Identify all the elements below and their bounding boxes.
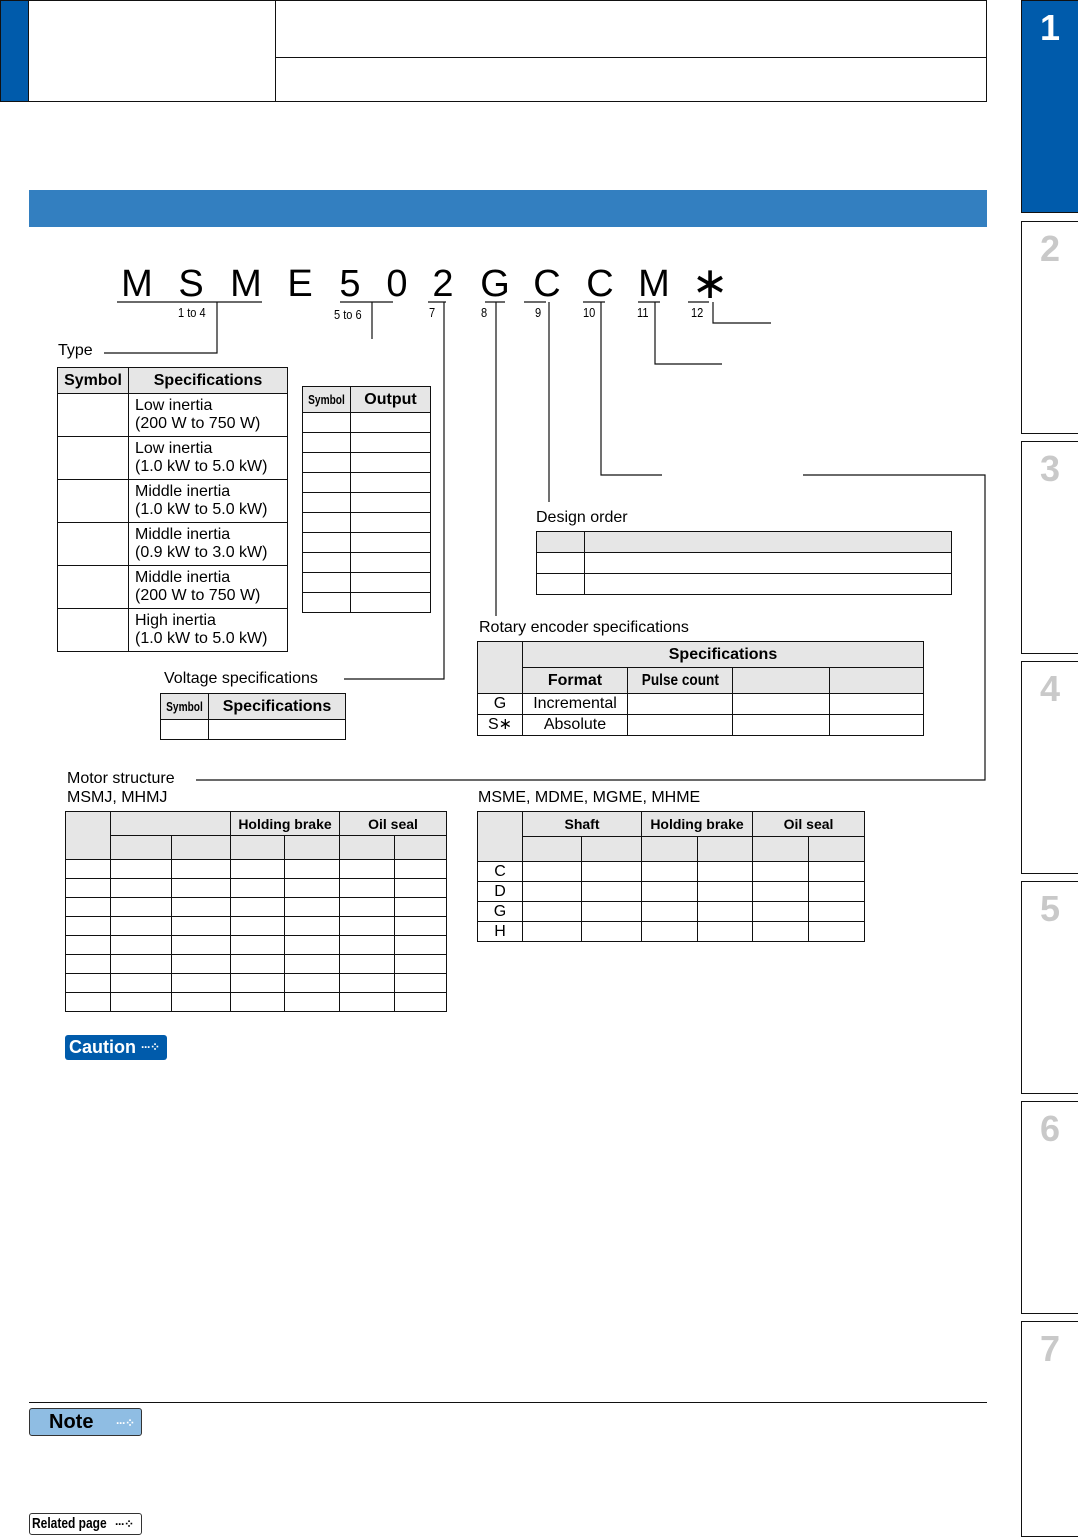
left-table-cell bbox=[395, 974, 447, 993]
type-symbol bbox=[58, 394, 129, 437]
left-table-cell bbox=[111, 917, 172, 936]
type-spec-line2: (1.0 kW to 5.0 kW) bbox=[135, 501, 268, 518]
code-char-7: 2 bbox=[432, 263, 454, 305]
left-header-symbol bbox=[66, 812, 111, 860]
right-subheader bbox=[809, 837, 865, 862]
encoder-format: Absolute bbox=[523, 715, 628, 736]
left-table-cell bbox=[111, 936, 172, 955]
output-cell bbox=[303, 513, 351, 533]
type-spec-line1: Middle inertia bbox=[135, 526, 231, 543]
left-table-cell bbox=[395, 936, 447, 955]
type-header-spec: Specifications bbox=[129, 368, 288, 394]
left-subheader bbox=[172, 836, 231, 860]
encoder-symbol: G bbox=[478, 694, 523, 715]
type-symbol bbox=[58, 609, 129, 652]
output-cell bbox=[303, 573, 351, 593]
type-spec bbox=[129, 437, 288, 480]
encoder-format: Incremental bbox=[523, 694, 628, 715]
right-table-cell bbox=[582, 882, 642, 902]
design-order-cell bbox=[585, 553, 952, 574]
output-cell bbox=[303, 453, 351, 473]
left-table-cell bbox=[66, 879, 111, 898]
code-char-1: M bbox=[121, 263, 153, 305]
output-cell bbox=[350, 473, 430, 493]
code-char-8: G bbox=[480, 263, 510, 305]
pos-label-1-4: 1 to 4 bbox=[178, 305, 206, 320]
related-page-badge[interactable] bbox=[29, 1513, 142, 1535]
type-spec-line1: High inertia bbox=[135, 612, 216, 629]
left-table-cell bbox=[285, 898, 340, 917]
output-cell bbox=[350, 573, 430, 593]
side-tab-1[interactable]: 1 bbox=[1021, 0, 1078, 213]
right-table-cell bbox=[523, 882, 582, 902]
design-order-cell bbox=[585, 574, 952, 595]
motor-structure-label: Motor structure bbox=[67, 770, 175, 787]
left-table-cell bbox=[231, 917, 285, 936]
left-table-cell bbox=[231, 936, 285, 955]
left-table-cell bbox=[285, 917, 340, 936]
right-header-oil-seal: Oil seal bbox=[753, 812, 865, 837]
left-table-cell bbox=[66, 955, 111, 974]
type-spec-line2: (1.0 kW to 5.0 kW) bbox=[135, 458, 268, 475]
left-table-row bbox=[66, 993, 447, 1012]
output-row bbox=[303, 453, 431, 473]
output-cell bbox=[303, 593, 351, 613]
left-table-row bbox=[66, 974, 447, 993]
right-subheader bbox=[698, 837, 753, 862]
type-spec-line1: Low inertia bbox=[135, 440, 213, 457]
output-header-symbol: Symbol bbox=[303, 387, 351, 413]
code-char-3: M bbox=[230, 263, 262, 305]
left-table-cell bbox=[231, 898, 285, 917]
type-symbol bbox=[58, 480, 129, 523]
encoder-cell bbox=[830, 715, 924, 736]
left-table-cell bbox=[172, 860, 231, 879]
output-row bbox=[303, 573, 431, 593]
left-table-cell bbox=[340, 898, 395, 917]
type-symbol bbox=[58, 566, 129, 609]
left-table-cell bbox=[172, 917, 231, 936]
right-table-symbol: G bbox=[478, 902, 523, 922]
left-table-cell bbox=[172, 936, 231, 955]
motor-structure-left-table bbox=[65, 811, 447, 1012]
right-table-cell bbox=[642, 862, 698, 882]
caution-label: Caution bbox=[69, 1037, 136, 1057]
left-table-row bbox=[66, 860, 447, 879]
output-row bbox=[303, 513, 431, 533]
right-subheader bbox=[523, 837, 582, 862]
type-spec-line2: (0.9 kW to 3.0 kW) bbox=[135, 544, 268, 561]
left-table-row bbox=[66, 879, 447, 898]
output-row bbox=[303, 433, 431, 453]
left-table-cell bbox=[395, 879, 447, 898]
code-char-10: C bbox=[586, 263, 614, 305]
encoder-cell bbox=[830, 694, 924, 715]
voltage-cell bbox=[208, 720, 345, 740]
encoder-symbol: S∗ bbox=[478, 715, 523, 736]
code-char-6: 0 bbox=[386, 263, 408, 305]
left-table-cell bbox=[340, 936, 395, 955]
right-table-cell bbox=[809, 882, 865, 902]
encoder-header-specifications: Specifications bbox=[523, 642, 924, 668]
note-label: Note bbox=[49, 1411, 94, 1433]
left-table-cell bbox=[395, 993, 447, 1012]
left-table-cell bbox=[66, 917, 111, 936]
note-divider bbox=[29, 1402, 987, 1403]
encoder-cell bbox=[628, 715, 733, 736]
left-subheader bbox=[231, 836, 285, 860]
right-table-cell bbox=[642, 882, 698, 902]
left-subheader bbox=[111, 836, 172, 860]
pos-label-12: 12 bbox=[691, 305, 704, 320]
output-row bbox=[303, 593, 431, 613]
left-table-cell bbox=[231, 860, 285, 879]
design-order-header bbox=[537, 532, 585, 553]
output-cell bbox=[350, 593, 430, 613]
output-row bbox=[303, 533, 431, 553]
output-cell bbox=[350, 493, 430, 513]
left-table-cell bbox=[111, 860, 172, 879]
left-table-cell bbox=[395, 917, 447, 936]
design-order-cell bbox=[537, 553, 585, 574]
voltage-header-spec: Specifications bbox=[208, 694, 345, 720]
output-cell bbox=[303, 473, 351, 493]
right-table-row bbox=[478, 862, 865, 882]
right-table-cell bbox=[753, 922, 809, 942]
encoder-header-blank bbox=[830, 668, 924, 694]
caution-badge bbox=[65, 1035, 167, 1060]
output-cell bbox=[350, 433, 430, 453]
type-spec-line1: Low inertia bbox=[135, 397, 213, 414]
pos-label-10: 10 bbox=[583, 305, 596, 320]
output-cell bbox=[303, 533, 351, 553]
right-table-cell bbox=[809, 922, 865, 942]
side-tab-6[interactable]: 6 bbox=[1021, 1101, 1078, 1314]
type-spec bbox=[129, 566, 288, 609]
type-spec-line2: (1.0 kW to 5.0 kW) bbox=[135, 630, 268, 647]
left-table-cell bbox=[66, 974, 111, 993]
voltage-cell bbox=[161, 720, 209, 740]
left-table-cell bbox=[395, 898, 447, 917]
left-table-cell bbox=[111, 955, 172, 974]
left-header-group1 bbox=[111, 812, 231, 836]
encoder-cell bbox=[628, 694, 733, 715]
output-row bbox=[303, 473, 431, 493]
right-table-cell bbox=[809, 862, 865, 882]
left-table-cell bbox=[340, 860, 395, 879]
related-page-label: Related page bbox=[32, 1515, 107, 1532]
left-table-cell bbox=[285, 936, 340, 955]
right-table-cell bbox=[698, 862, 753, 882]
left-table-cell bbox=[66, 936, 111, 955]
left-table-cell bbox=[111, 898, 172, 917]
right-table-cell bbox=[753, 882, 809, 902]
right-table-cell bbox=[523, 922, 582, 942]
right-table-symbol: H bbox=[478, 922, 523, 942]
left-table-cell bbox=[395, 860, 447, 879]
right-header-symbol bbox=[478, 812, 523, 862]
voltage-header-symbol: Symbol bbox=[161, 694, 209, 720]
left-table-cell bbox=[340, 993, 395, 1012]
left-table-cell bbox=[172, 993, 231, 1012]
right-table-cell bbox=[642, 902, 698, 922]
side-tab-3[interactable]: 3 bbox=[1021, 441, 1078, 654]
left-table-cell bbox=[111, 993, 172, 1012]
right-table-cell bbox=[698, 902, 753, 922]
type-spec bbox=[129, 523, 288, 566]
left-table-cell bbox=[66, 993, 111, 1012]
dotted-arrow-icon: ···⁘ bbox=[116, 1416, 135, 1430]
code-char-12: ∗ bbox=[691, 259, 729, 308]
right-table-symbol: C bbox=[478, 862, 523, 882]
left-table-cell bbox=[231, 955, 285, 974]
output-row bbox=[303, 493, 431, 513]
pos-label-5-6: 5 to 6 bbox=[334, 307, 362, 322]
encoder-table bbox=[477, 641, 924, 736]
left-table-cell bbox=[340, 917, 395, 936]
left-table-cell bbox=[111, 974, 172, 993]
encoder-cell bbox=[733, 715, 830, 736]
pos-label-8: 8 bbox=[481, 305, 488, 320]
left-table-cell bbox=[231, 974, 285, 993]
left-table-cell bbox=[285, 974, 340, 993]
dotted-arrow-icon: ···⁘ bbox=[115, 1517, 134, 1531]
left-table-cell bbox=[285, 993, 340, 1012]
right-table-cell bbox=[753, 902, 809, 922]
design-order-cell bbox=[537, 574, 585, 595]
left-table-cell bbox=[172, 974, 231, 993]
output-cell bbox=[350, 453, 430, 473]
side-tab-7[interactable]: 7 bbox=[1021, 1321, 1078, 1537]
left-table-cell bbox=[395, 955, 447, 974]
left-table-cell bbox=[340, 974, 395, 993]
right-table-cell bbox=[523, 862, 582, 882]
left-subheader bbox=[340, 836, 395, 860]
output-cell bbox=[350, 553, 430, 573]
output-cell bbox=[350, 513, 430, 533]
left-table-cell bbox=[172, 898, 231, 917]
left-table-row bbox=[66, 917, 447, 936]
right-table-row bbox=[478, 902, 865, 922]
right-table-cell bbox=[582, 922, 642, 942]
design-order-label: Design order bbox=[536, 509, 628, 526]
output-row bbox=[303, 553, 431, 573]
side-tab-2[interactable]: 2 bbox=[1021, 221, 1078, 434]
left-table-cell bbox=[285, 955, 340, 974]
type-spec-line1: Middle inertia bbox=[135, 483, 231, 500]
left-table-cell bbox=[231, 879, 285, 898]
encoder-header-format: Format bbox=[523, 668, 628, 694]
left-subheader bbox=[285, 836, 340, 860]
right-header-shaft: Shaft bbox=[523, 812, 642, 837]
left-table-cell bbox=[231, 993, 285, 1012]
left-table-cell bbox=[172, 955, 231, 974]
code-char-9: C bbox=[533, 263, 561, 305]
left-subheader bbox=[395, 836, 447, 860]
type-header-symbol: Symbol bbox=[58, 368, 129, 394]
type-spec bbox=[129, 480, 288, 523]
motor-structure-right-table bbox=[477, 811, 865, 942]
encoder-header-pulse-count: Pulse count bbox=[628, 668, 733, 694]
output-cell bbox=[303, 493, 351, 513]
left-table-cell bbox=[340, 879, 395, 898]
encoder-header-blank bbox=[733, 668, 830, 694]
side-tab-5[interactable]: 5 bbox=[1021, 881, 1078, 1094]
encoder-cell bbox=[733, 694, 830, 715]
output-header-output: Output bbox=[350, 387, 430, 413]
output-cell bbox=[303, 553, 351, 573]
left-table-cell bbox=[66, 860, 111, 879]
type-symbol bbox=[58, 437, 129, 480]
output-row bbox=[303, 413, 431, 433]
pos-label-11: 11 bbox=[637, 305, 649, 320]
right-subheader bbox=[642, 837, 698, 862]
left-table-cell bbox=[66, 898, 111, 917]
right-table-cell bbox=[582, 862, 642, 882]
left-table-cell bbox=[172, 879, 231, 898]
right-table-symbol: D bbox=[478, 882, 523, 902]
type-spec bbox=[129, 609, 288, 652]
right-table-cell bbox=[809, 902, 865, 922]
type-spec-line2: (200 W to 750 W) bbox=[135, 587, 261, 604]
left-table-cell bbox=[340, 955, 395, 974]
type-spec-line2: (200 W to 750 W) bbox=[135, 415, 261, 432]
voltage-table bbox=[160, 693, 346, 740]
design-order-header bbox=[585, 532, 952, 553]
output-cell bbox=[303, 413, 351, 433]
pos-label-9: 9 bbox=[535, 305, 542, 320]
right-table-cell bbox=[698, 922, 753, 942]
side-tab-4[interactable]: 4 bbox=[1021, 661, 1078, 874]
right-table-cell bbox=[523, 902, 582, 922]
output-cell bbox=[303, 433, 351, 453]
output-cell bbox=[350, 413, 430, 433]
dotted-arrow-icon: ···⁘ bbox=[141, 1040, 160, 1054]
design-order-table bbox=[536, 531, 952, 595]
left-table-row bbox=[66, 936, 447, 955]
code-char-2: S bbox=[178, 263, 204, 305]
code-char-4: E bbox=[287, 263, 313, 305]
left-table-row bbox=[66, 955, 447, 974]
right-table-row bbox=[478, 882, 865, 902]
right-table-row bbox=[478, 922, 865, 942]
right-table-cell bbox=[753, 862, 809, 882]
motor-structure-left-title: MSMJ, MHMJ bbox=[67, 789, 168, 806]
right-subheader bbox=[753, 837, 809, 862]
code-char-11: M bbox=[638, 263, 670, 305]
right-header-holding-brake: Holding brake bbox=[642, 812, 753, 837]
output-cell bbox=[350, 533, 430, 553]
code-char-5: 5 bbox=[339, 263, 361, 305]
left-table-cell bbox=[285, 879, 340, 898]
left-table-cell bbox=[111, 879, 172, 898]
motor-structure-right-title: MSME, MDME, MGME, MHME bbox=[478, 789, 701, 806]
type-spec bbox=[129, 394, 288, 437]
type-label: Type bbox=[58, 342, 93, 359]
type-spec-line1: Middle inertia bbox=[135, 569, 231, 586]
type-table bbox=[57, 367, 288, 652]
right-table-cell bbox=[642, 922, 698, 942]
encoder-header-symbol bbox=[478, 642, 523, 694]
left-header-oil-seal: Oil seal bbox=[340, 812, 447, 836]
right-table-cell bbox=[582, 902, 642, 922]
right-table-cell bbox=[698, 882, 753, 902]
right-subheader bbox=[582, 837, 642, 862]
left-table-cell bbox=[285, 860, 340, 879]
encoder-label: Rotary encoder specifications bbox=[479, 619, 689, 636]
output-table bbox=[302, 386, 431, 613]
note-badge bbox=[29, 1408, 142, 1436]
pos-label-7: 7 bbox=[429, 305, 436, 320]
left-header-holding-brake: Holding brake bbox=[231, 812, 340, 836]
voltage-label: Voltage specifications bbox=[164, 670, 318, 687]
type-symbol bbox=[58, 523, 129, 566]
left-table-row bbox=[66, 898, 447, 917]
